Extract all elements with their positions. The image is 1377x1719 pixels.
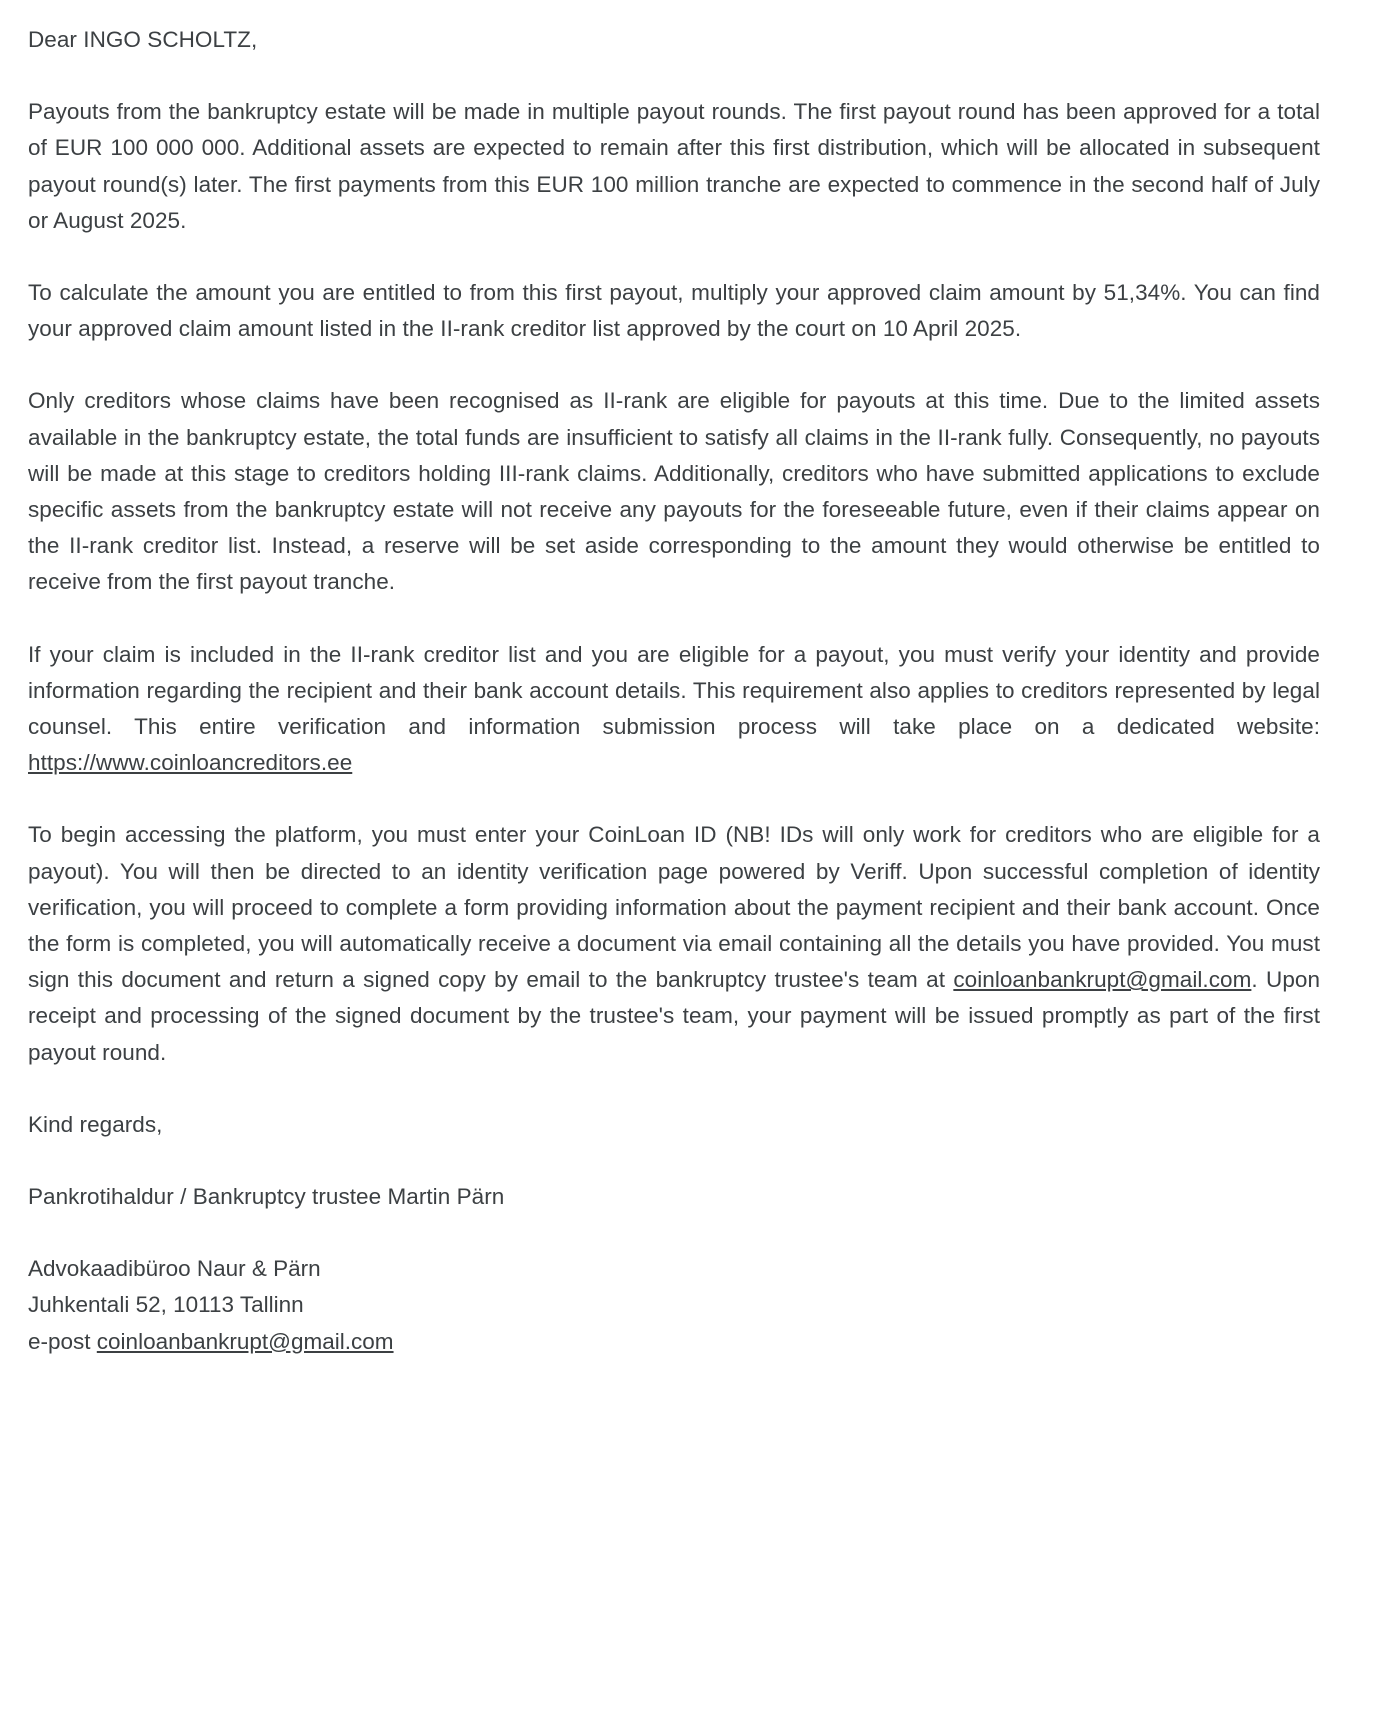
paragraph-rank-eligibility: Only creditors whose claims have been recognised as II-rank are eligible for payouts at this time. Due to the limited assets available in the bankruptcy estate, the total funds are insufficient to satisfy all claims in the II-rank fully. Consequently, no payouts will be made at this stage to creditors holding III-rank claims. Additionally, creditors who have submitted applications to exclude specific assets from the bankruptcy estate will not receive any payouts for the foreseeable future, even if their claims appear on the II-rank creditor list. Instead, a reserve will be set aside corresponding to the amount they would otherwise be entitled to receive from the first payout tranche.	[28, 388, 1320, 595]
creditors-website-link[interactable]: https://www.coinloancreditors.ee	[28, 750, 353, 776]
salutation: Dear INGO SCHOLTZ,	[28, 27, 258, 52]
verification-text-before-link: If your claim is included in the II-rank creditor list and you are eligible for a payout, you must verify your identity and provide information regarding the recipient and their bank account details. This requirement also applies to creditors represented by legal counsel. This entire verification and information submission process will take place on a dedicated website:	[28, 641, 1320, 740]
paragraph-verification-website	[28, 637, 1320, 782]
paragraph-claim-calculation: To calculate the amount you are entitled to from this first payout, multiply your approved claim amount by 51,34%. You can find your approved claim amount listed in the II-rank creditor list approved by the court on 10 April 2025.	[28, 280, 1320, 342]
trustee-email-link[interactable]: coinloanbankrupt@gmail.com	[953, 967, 1252, 993]
signature-name: Pankrotihaldur / Bankruptcy trustee Martin Pärn	[28, 1184, 505, 1210]
signature-company: Advokaadibüroo Naur & Pärn	[28, 1256, 321, 1282]
signature-block	[28, 1251, 1320, 1360]
signature-address: Juhkentali 52, 10113 Tallinn	[28, 1292, 304, 1318]
signature-email-link[interactable]: coinloanbankrupt@gmail.com	[96, 1328, 394, 1354]
platform-text-before-link: To begin accessing the platform, you must enter your CoinLoan ID (NB! IDs will only work for creditors who are eligible for a payout). You will then be directed to an identity verification page powered by Veriff. Upon successful completion of identity verification, you will proceed to complete a form providing information about the payment recipient and their bank account. Once the form is completed, you will automatically receive a document via email containing all the details you have provided. You must sign this document and return a signed copy by email to the bankruptcy trustee's team at	[28, 822, 1320, 993]
platform-text-after-link: . Upon receipt and processing of the signed document by the trustee's team, your payment will be issued promptly as part of the first payout round.	[28, 967, 1321, 1065]
signature-email-line	[28, 1324, 1320, 1360]
paragraph-payout-rounds: Payouts from the bankruptcy estate will be made in multiple payout rounds. The first payout round has been approved for a total of EUR 100 000 000. Additional assets are expected to remain after this first distribution, which will be allocated in subsequent payout round(s) later. The first payments from this EUR 100 million tranche are expected to commence in the second half of July or August 2025.	[28, 99, 1320, 233]
paragraph-platform-access	[28, 817, 1320, 1070]
closing-line: Kind regards,	[28, 1111, 163, 1137]
signature-email-label: e-post	[28, 1328, 97, 1354]
